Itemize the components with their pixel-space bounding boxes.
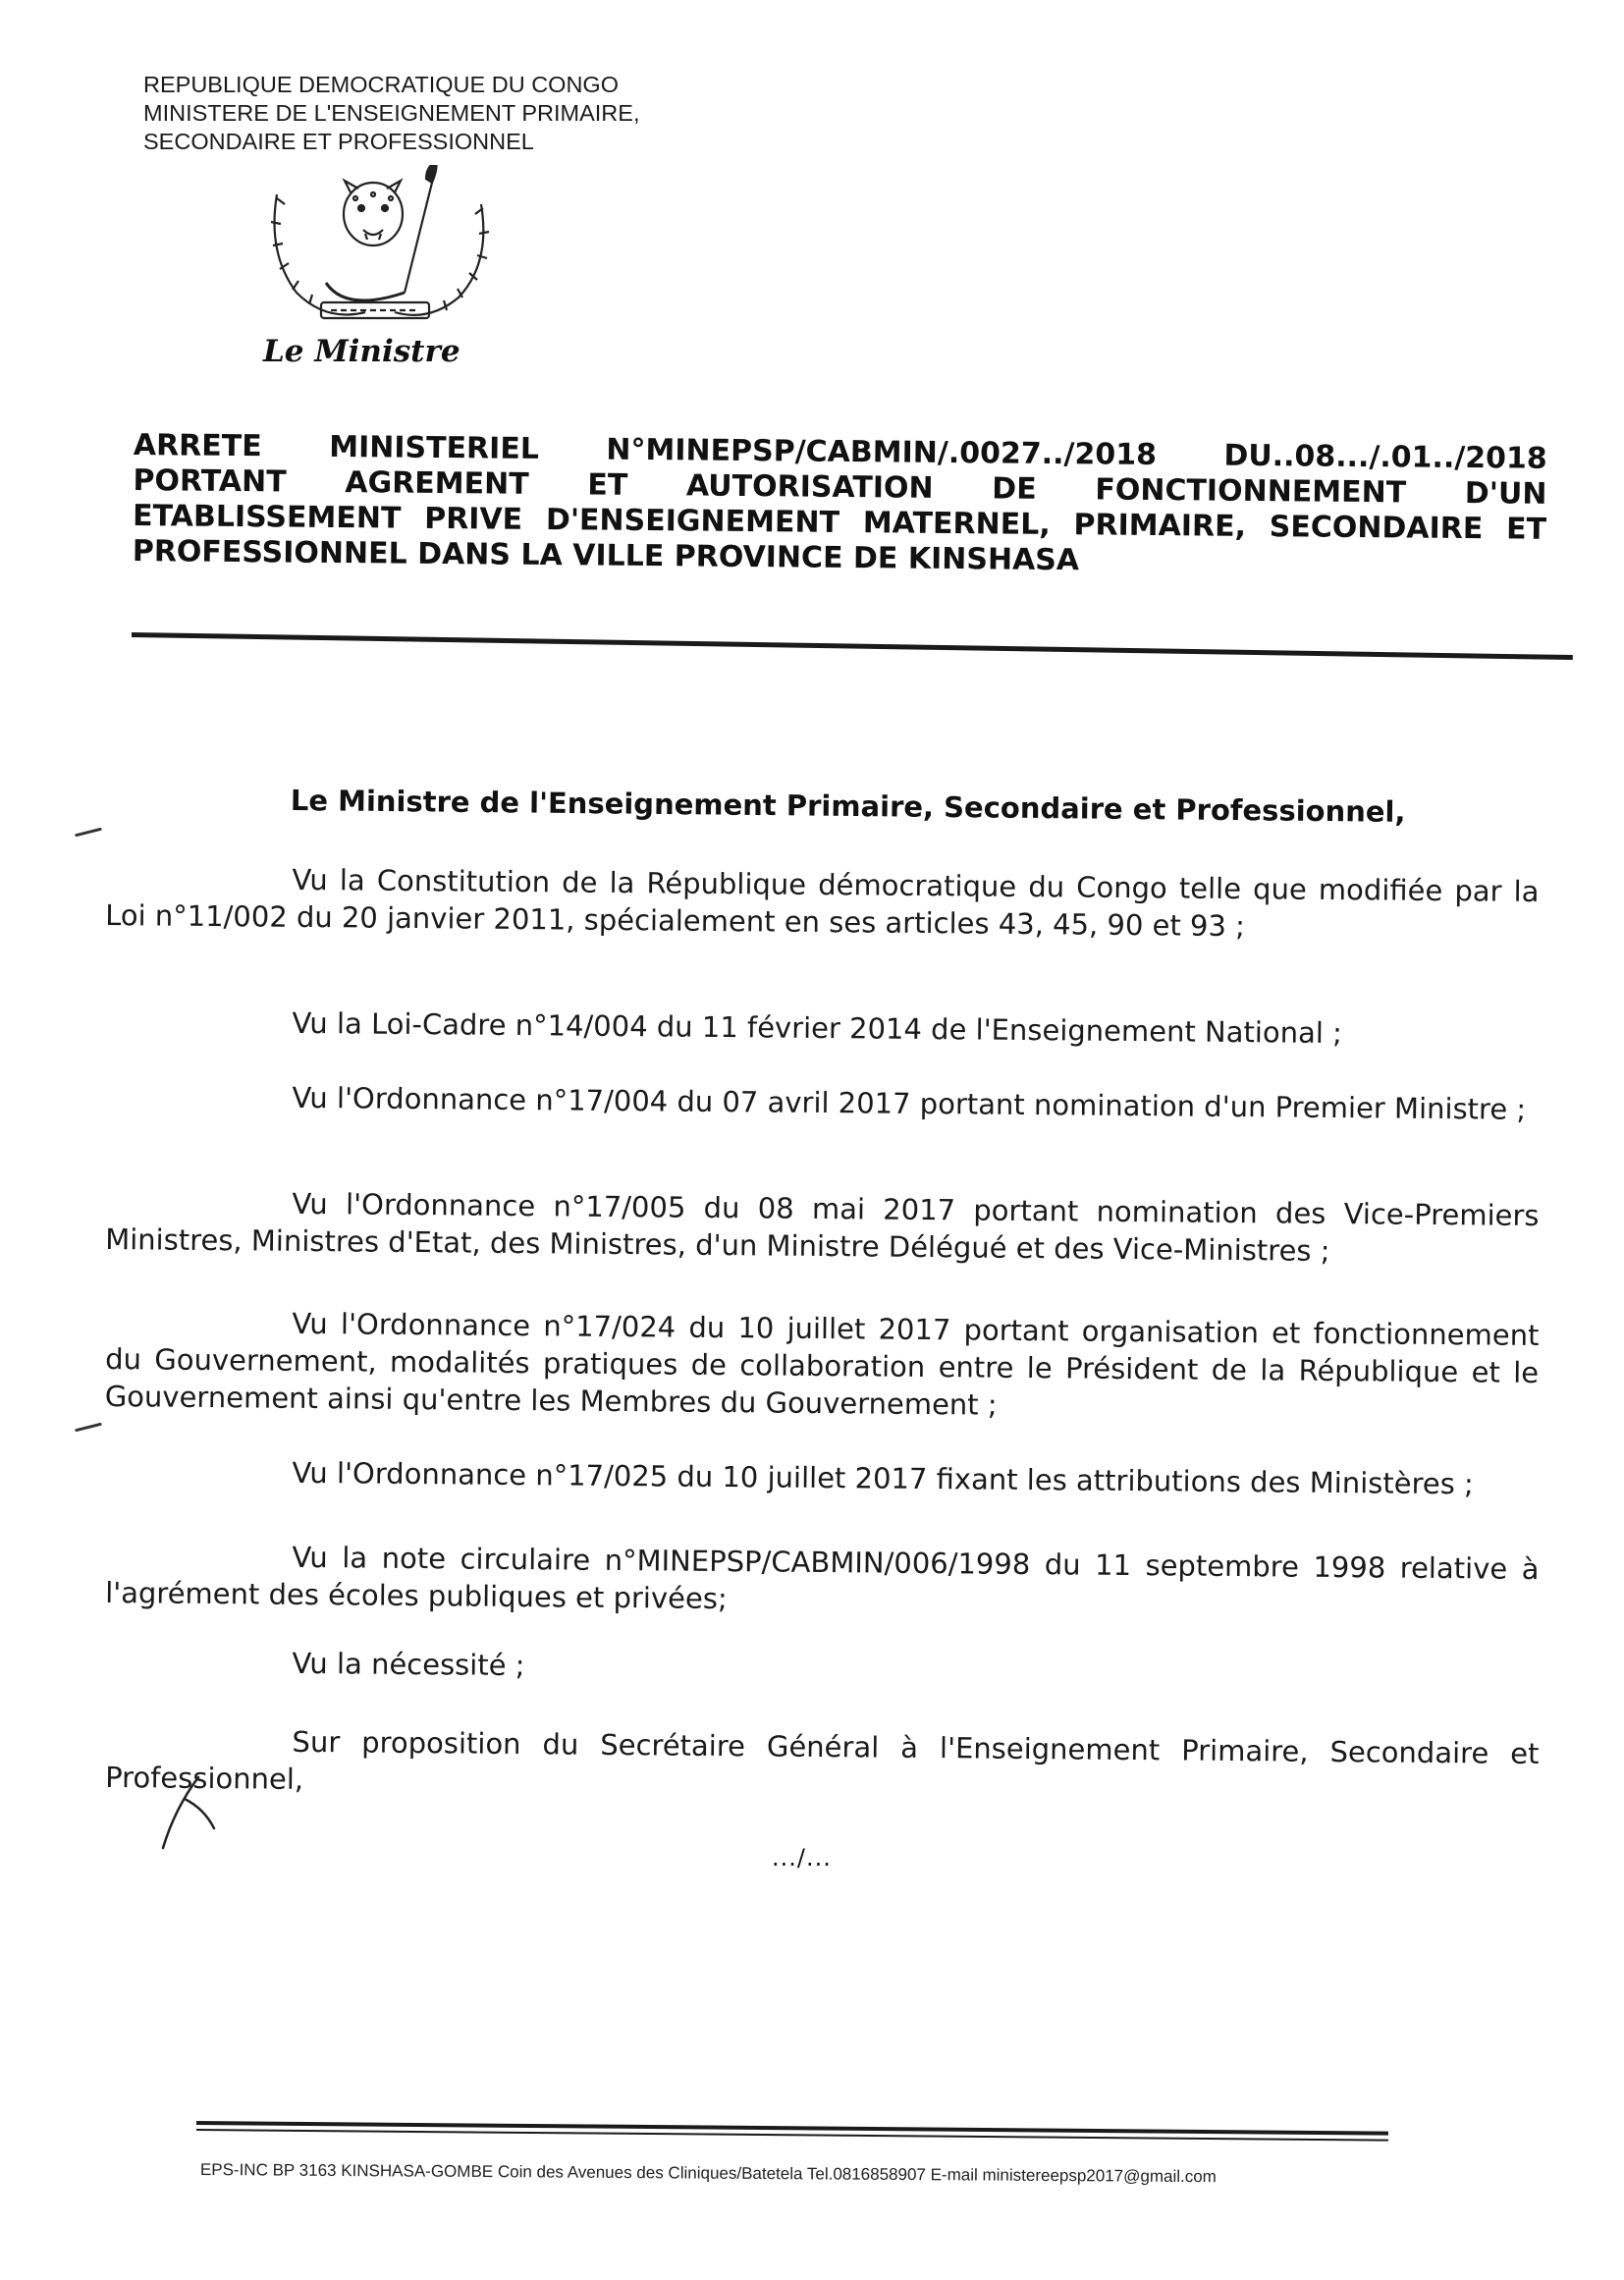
continuation-mark: .../... — [772, 1844, 832, 1872]
minister-heading: Le Ministre de l'Enseignement Primaire, Secondaire et Professionnel, — [290, 784, 1406, 829]
decree-title-line: ETABLISSEMENT PRIVE D'ENSEIGNEMENT MATERNEL, PRIMAIRE, SECONDAIRE ET — [132, 498, 1547, 547]
header-line-ministry-cont: SECONDAIRE ET PROFESSIONNEL — [143, 129, 534, 154]
recital-text: Vu l'Ordonnance n°17/005 du 08 mai 2017 portant nomination des Vice-Premiers Ministres, Ministres d'Etat, des Ministres, d'un Ministre Délégué et des Vice-Ministres ; — [105, 1186, 1540, 1268]
recital-paragraph — [105, 1049, 1540, 1157]
recital-text: Vu l'Ordonnance n°17/025 du 10 juillet 2017 fixant les attributions des Ministères ; — [292, 1455, 1474, 1501]
margin-mark — [75, 1423, 102, 1433]
decree-title-line: ARRETE MINISTERIEL N°MINEPSP/CABMIN/.0027../2018 DU..08.../.01../2018 — [133, 428, 1547, 476]
signatory-title: Le Ministre — [263, 334, 460, 369]
recital-text: Vu l'Ordonnance n°17/004 du 07 avril 2017 portant nomination d'un Premier Ministre ; — [292, 1080, 1527, 1126]
decree-title — [133, 428, 1547, 583]
title-divider — [132, 632, 1573, 660]
header-line-ministry: MINISTERE DE L'ENSEIGNEMENT PRIMAIRE, — [143, 100, 640, 126]
decree-title-line: PORTANT AGREMENT ET AUTORISATION DE FONCTIONNEMENT D'UN — [133, 462, 1547, 512]
recital-text: Vu l'Ordonnance n°17/024 du 10 juillet 2017 portant organisation et fonctionnement du Gouvernement, modalités pratiques de collaboration entre le Président de la République et le Gouvernement ainsi qu'entre les Membres du Gouvernement ; — [104, 1306, 1540, 1422]
header-line-country: REPUBLIQUE DEMOCRATIQUE DU CONGO — [143, 72, 619, 97]
recital-text: Vu la note circulaire n°MINEPSP/CABMIN/006/1998 du 11 septembre 1998 relative à l'agrément des écoles publiques et privées; — [105, 1540, 1540, 1616]
recital-text: Sur proposition du Secrétaire Général à l'Enseignement Primaire, Secondaire et Professionnel, — [105, 1724, 1540, 1796]
recital-text: Vu la nécessité ; — [292, 1646, 525, 1683]
handwritten-initial-icon — [155, 1769, 224, 1858]
coat-of-arms-emblem-icon — [257, 165, 503, 332]
recital-paragraph — [105, 831, 1540, 976]
header-ministry-block — [143, 71, 752, 156]
footer-address: EPS-INC BP 3163 KINSHASA-GOMBE Coin des Avenues des Cliniques/Batetela Tel.0816858907 E-mail ministereepsp2017@gmail.com — [199, 2160, 1217, 2187]
decree-title-line: PROFESSIONNEL DANS LA VILLE PROVINCE DE KINSHASA — [132, 533, 1080, 578]
recital-text: Vu la Loi-Cadre n°14/004 du 11 février 2014 de l'Enseignement National ; — [292, 1005, 1343, 1051]
recital-text: Vu la Constitution de la République démocratique du Congo telle que modifiée par la Loi n°11/002 du 20 janvier 2011, spécialement en ses articles 43, 45, 90 et 93 ; — [105, 862, 1540, 944]
margin-mark — [75, 828, 102, 838]
recital-paragraph — [105, 1693, 1540, 1838]
